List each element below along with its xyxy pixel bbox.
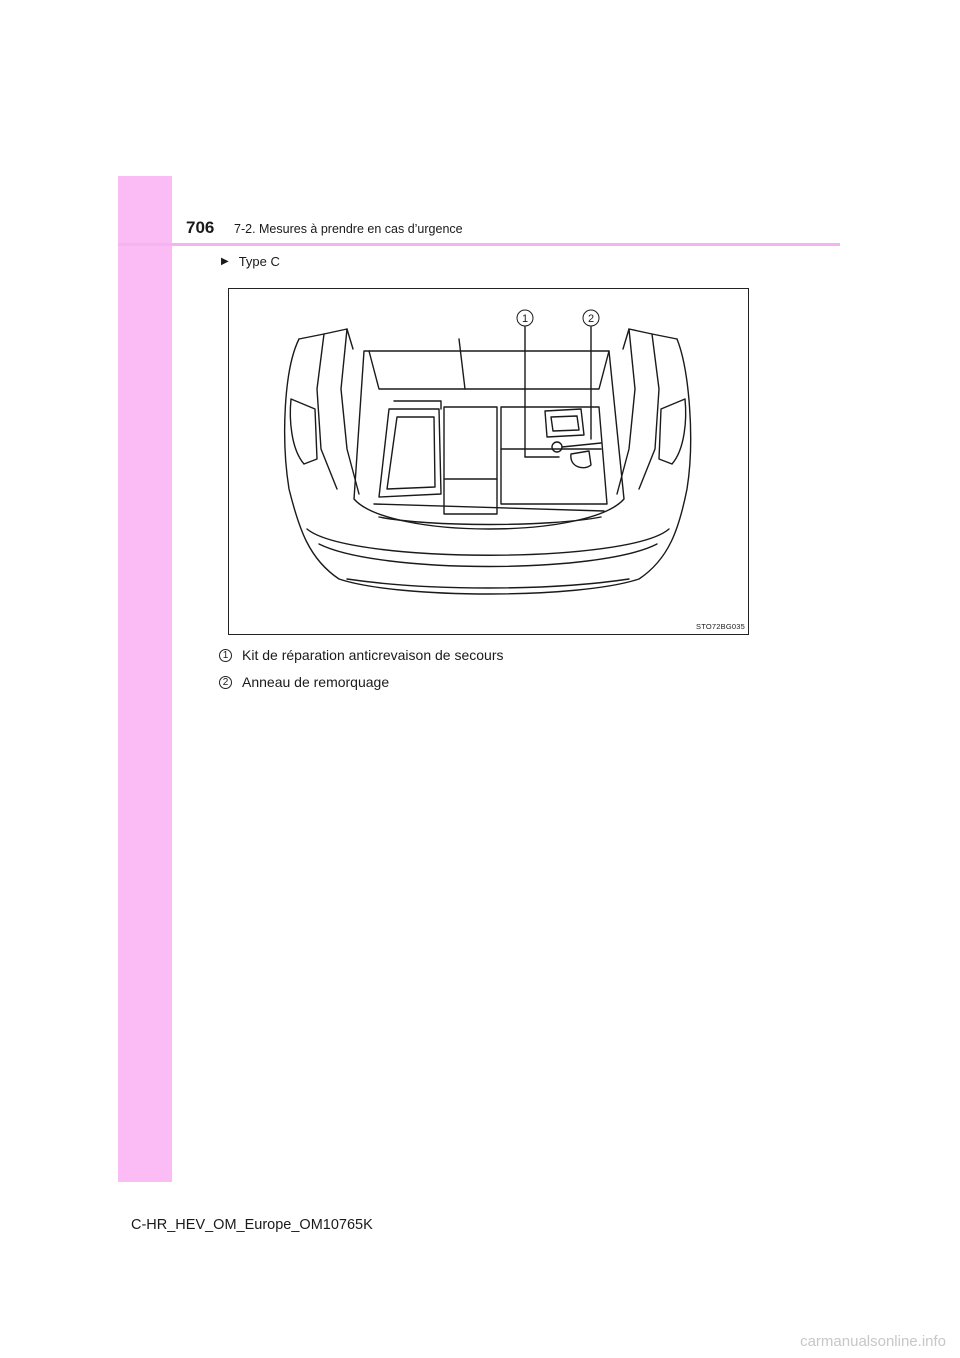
legend-item	[219, 647, 503, 663]
type-label: Type C	[238, 254, 280, 269]
type-subheading	[221, 254, 280, 269]
document-id: C-HR_HEV_OM_Europe_OM10765K	[131, 1217, 373, 1233]
triangle-right-icon: ▶	[221, 256, 229, 267]
legend-number: 1	[219, 649, 232, 662]
figure-callout: 2	[587, 313, 595, 325]
page-number: 706	[186, 218, 215, 237]
watermark: carmanualsonline.info	[800, 1333, 946, 1350]
side-color-band	[118, 176, 172, 1182]
figure-code: STO72BG035	[696, 622, 745, 631]
header-rule	[118, 243, 840, 246]
legend-number: 2	[219, 676, 232, 689]
figure-callout: 1	[521, 313, 529, 325]
legend-item	[219, 674, 389, 690]
section-title: 7-2. Mesures à prendre en cas d’urgence	[234, 222, 463, 236]
trunk-illustration	[228, 288, 749, 635]
legend-label: Kit de réparation anticrevaison de secours	[242, 647, 504, 663]
legend-label: Anneau de remorquage	[242, 674, 390, 690]
